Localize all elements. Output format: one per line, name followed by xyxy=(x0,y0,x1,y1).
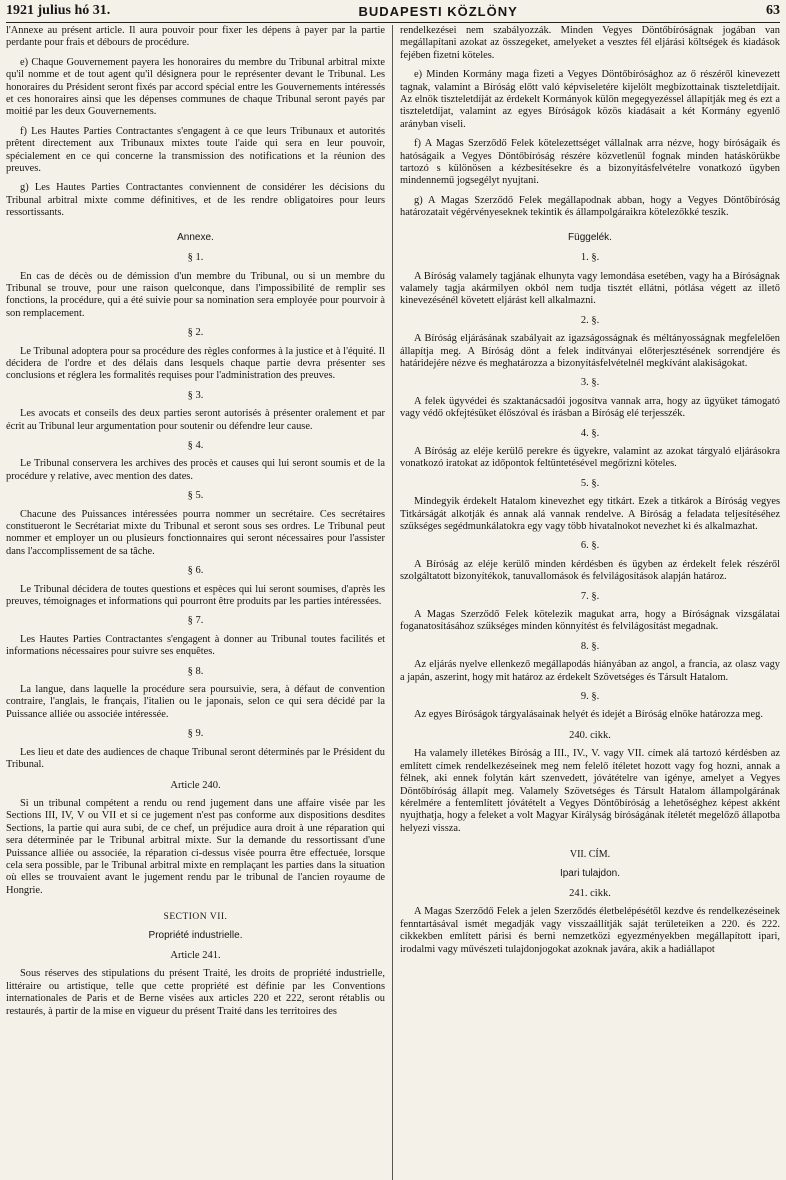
annex-text-4: A Bíróság az eléje kerülő perekre és ügyekre, valamint az azokat tárgyaló eljárásokra vonatkozó iratokat az időpontok feltüntetésével megőrizni köteles. xyxy=(400,445,780,470)
section-sign-8: 8. §. xyxy=(580,640,600,652)
section-sign-5: § 5. xyxy=(187,490,204,502)
section-sign-5: 5. §. xyxy=(580,477,600,489)
section-title: Propriété industrielle. xyxy=(148,929,243,941)
section-sign-9: § 9. xyxy=(187,728,204,740)
french-column xyxy=(6,25,393,1180)
annex-text-7: Les Hautes Parties Contractantes s'engagent à donner au Tribunal toutes facilités et informations nécessaires pour suivre ses enquêtes. xyxy=(6,633,385,658)
paragraph-g: g) Les Hautes Parties Contractantes conviennent de considérer les décisions du Tribunal arbitral mixte comme définitives, et de les rendre obligatoires pour leurs ressortissants. xyxy=(6,182,385,219)
section-sign-1: 1. §. xyxy=(580,252,600,264)
section-sign-8: § 8. xyxy=(187,665,204,677)
annex-text-7: A Magas Szerződő Felek kötelezik magukat arra, hogy a Bíróságnak vizsgálatai foganatosításához szükséges minden könnyítést és felvilágosítást megadnak. xyxy=(400,609,780,633)
annex-text-1: En cas de décès ou de démission d'un membre du Tribunal, ou si un membre du Tribunal se trouve, pour une raison quelconque, dans l'impossibilité de remplir ses fonctions, la procédure, qui a été suivie pour sa nomination sera employée pour pourvoir à son remplacement. xyxy=(6,270,385,319)
section-sign-2: 2. §. xyxy=(580,314,600,326)
annex-text-4: Le Tribunal conservera les archives des procès et causes qui lui seront soumis et de la procédure y relative, avec mention des dates. xyxy=(6,458,385,482)
annex-text-2: A Bíróság eljárásának szabályait az igazságosságnak és méltányosságnak megfelelően állapítja meg. A Bíróság dönt a felek indítványai előterjesztésének sorrendjére és határidejére nézve és meghatározza a bizonyításfelvételnél megkívánt alakiságokat. xyxy=(400,333,780,369)
article-241-heading: 241. cikk. xyxy=(569,887,611,899)
paragraph-g: g) A Magas Szerződő Felek megállapodnak abban, hogy a Vegyes Döntőbíróság határozatait végérvényeseknek tekintik és állampolgáraikra kötelezőkké teszik. xyxy=(400,194,780,219)
paragraph-e: e) Chaque Gouvernement payera les honoraires du membre du Tribunal arbitral mixte qu'il nomme et de tout agent qu'il désignera pour le représenter devant le Tribunal. Les honoraires du Président seront fixés par accord spécial entre les Gouvernements intéressés et ces honoraires ainsi que les dépenses communes de chaque Tribunal seront payés par moitié par les deux Gouvernements. xyxy=(6,56,385,118)
paragraph: rendelkezései nem szabályozzák. Minden Vegyes Döntőbíróságnak jogában van megállapítani azokat az összegeket, amelyeket a vesztes fél eljárási költségek és kiadások fejében fizetni köteles. xyxy=(400,25,780,61)
header-date: 1921 julius hó 31. xyxy=(6,3,111,18)
article-240-heading: 240. cikk. xyxy=(569,729,611,741)
article-241-heading: Article 241. xyxy=(170,949,221,961)
annex-heading: Annexe. xyxy=(177,231,214,243)
section-sign-4: 4. §. xyxy=(580,427,600,439)
section-sign-1: § 1. xyxy=(187,252,204,264)
annex-text-9: Az egyes Bíróságok tárgyalásainak helyét és idejét a Bíróság elnöke határozza meg. xyxy=(414,709,763,721)
article-241-text: A Magas Szerződő Felek a jelen Szerződés életbelépésétől kezdve és rendelkezéseinek fenntartásával ismét megadják vagy visszaállítják saját területeiken a 220. és 222. cikkekben említett párisi és berni nemzetközi egyezményekben megállapított ipari, irodalmi vagy művészeti tulajdonjogokat azoknak javára, akik a hadiállapot xyxy=(400,906,780,955)
paragraph: l'Annexe au présent article. Il aura pouvoir pour fixer les dépens à payer par la partie perdante pour frais et débours de procédure. xyxy=(6,25,385,49)
section-heading: SECTION VII. xyxy=(163,912,228,923)
annex-text-9: Les lieu et date des audiences de chaque Tribunal seront déterminés par le Président du Tribunal. xyxy=(6,746,385,771)
section-sign-6: 6. §. xyxy=(580,540,600,552)
hungarian-column xyxy=(393,25,780,1180)
header-journal-title: BUDAPESTI KÖZLÖNY xyxy=(358,3,518,19)
section-sign-3: 3. §. xyxy=(580,377,600,389)
section-sign-7: § 7. xyxy=(187,615,204,627)
annex-text-6: Le Tribunal décidera de toutes questions et espèces qui lui seront soumises, d'après les preuves, témoignages et informations qui pourront être produits par les parties intéressées. xyxy=(6,583,385,608)
annex-text-5: Chacune des Puissances intéressées pourra nommer un secrétaire. Ces secrétaires constitueront le Secrétariat mixte du Tribunal et seront sous ses ordres. Le Tribunal peut nommer et employer un ou plusieurs fonctionnaires qui seront nécessaires pour l'assister dans l'accomplissement de sa tâche. xyxy=(6,508,385,557)
page-header xyxy=(6,0,780,23)
section-sign-6: § 6. xyxy=(187,565,204,577)
annex-text-8: La langue, dans laquelle la procédure sera poursuivie, sera, à défaut de convention contraire, l'anglais, le français, l'italien ou le japonais, selon ce qui sera décidé par la Puissance alliée ou associée intéressée. xyxy=(6,684,385,720)
annex-text-5: Mindegyik érdekelt Hatalom kinevezhet egy titkárt. Ezek a titkárok a Bíróság vegyes Titkárságát alkotják és annak alá vannak rendelve. A Bíróság a feladata teljesítéséhez szükséges segédmunkálatokra egy vagy több hivatalnokot nevezhet ki és alkalmazhat. xyxy=(400,496,780,532)
section-sign-4: § 4. xyxy=(187,439,204,451)
annex-text-3: A felek ügyvédei és szaktanácsadói jogosítva vannak arra, hogy az ügyüket támogató vagy védő okfejtésüket élőszóval és írásban a Bíróság elé terjesszék. xyxy=(400,395,780,420)
section-sign-7: 7. §. xyxy=(580,590,600,602)
annex-text-6: A Bíróság az eléje kerülő minden kérdésben és ügyben az érdekelt felek részéről szolgáltatott bizonyítékok, tanuvallomások és felvilágosítások alapján határoz. xyxy=(400,558,780,583)
annex-text-2: Le Tribunal adoptera pour sa procédure des règles conformes à la justice et à l'équité. Il décidera de l'ordre et des délais dans lesquels chaque partie devra présenter ses conclusions et réglera les formalités requises pour l'administration des preuves. xyxy=(6,345,385,382)
annex-text-8: Az eljárás nyelve ellenkező megállapodás hiányában az angol, a francia, az olasz vagy a japán, aszerint, hogy mit határoz az érdekelt Szövetséges és Társult Hatalom. xyxy=(400,659,780,683)
article-240-text: Si un tribunal compétent a rendu ou rend jugement dans une affaire visée par les Sections III, IV, V ou VII et si ce jugement n'est pas conforme aux dispositions desdites Sections, la partie qui aura subi, de ce chef, un préjudice aura droit à une réparation qui sera déterminée par le Tribunal arbitral mixte. Sur la demande du ressortissant d'une Puissance alliée ou associée, la réparation ci-dessus visée pourra être effectuée, lorsque cela sera possible, par le Tribunal arbitral mixte en remplaçant les parties dans la situation où elles se trouvaient avant le jugement rendu par le tribunal de l'ancien royaume de Hongrie. xyxy=(6,797,385,896)
article-240-heading: Article 240. xyxy=(170,779,221,791)
annex-text-1: A Bíróság valamely tagjának elhunyta vagy lemondása esetében, vagy ha a Bíróságnak valamely tagja akármilyen okból nem tudja tisztét ellátni, pótlása végett az illető kinevezésénél követett eljárást kell alkalmazni. xyxy=(400,270,780,307)
annex-heading: Függelék. xyxy=(568,231,612,243)
article-241-text: Sous réserves des stipulations du présent Traité, les droits de propriété industrielle, littéraire ou artistique, telle que cette propriété est définie par les Conventions internationales de Paris et de Berne visées aux articles 220 et 222, seront rétablis ou restaurés, à partir de la mise en vigueur du présent Traité dans les territoires des xyxy=(6,968,385,1017)
paragraph-f: f) A Magas Szerződő Felek kötelezettséget vállalnak arra nézve, hogy bíróságaik és hatóságaik a Vegyes Döntőbíróság részére közvetlenül fognak minden hatáskörükbe tartozó s különösen a kézbesítésekre és a bizonyításfelvételre vonatkozó ügyben mindennemű jogsegélyt nyujtani. xyxy=(400,138,780,187)
two-column-body xyxy=(6,25,780,1180)
section-title: Ipari tulajdon. xyxy=(559,867,621,879)
section-sign-3: § 3. xyxy=(187,389,204,401)
article-240-text: Ha valamely illetékes Bíróság a III., IV., V. vagy VII. címek alá tartozó kérdésben az említett címek rendelkezéseinek meg nem felelő ítéletet hozott vagy fog hozni, annak a félnek, aki ennek folytán kárt szenvedett, jóvátételre van igénye, amelyet a Vegyes Döntőbíróság állapít meg. Valamely Szövetséges és Társult Hatalom állampolgárának kérelmére a fentemlített jóvátételt a Vegyes Döntőbíróság a lehetőséghez képest akként nyujthatja, hogy a feleket a volt Magyar Királyság bíróságának ítéletét megelőző állapotba helyezi vissza. xyxy=(400,748,780,834)
section-sign-2: § 2. xyxy=(187,327,204,339)
annex-text-3: Les avocats et conseils des deux parties seront autorisés à présenter oralement et par écrit au Tribunal leur argumentation pour soutenir ou défendre leur cause. xyxy=(6,408,385,432)
paragraph-e: e) Minden Kormány maga fizeti a Vegyes Döntőbírósághoz az ő részéről kinevezett tagnak, valamint a Bíróság előtt való képviseletére kijelölt megbízottainak tiszteletdíjait. Az elnök tiszteletdíját az érdekelt Kormányok külön megegyezéssel állapítják meg és ezt a tiszteletdíjat, valamint az egyes Bíróságok közös kiadásait a két Kormány egyenlő arányban viseli. xyxy=(400,69,780,130)
header-page-number: 63 xyxy=(765,3,780,18)
section-sign-9: 9. §. xyxy=(580,691,600,703)
section-heading: VII. CÍM. xyxy=(569,849,611,861)
paragraph-f: f) Les Hautes Parties Contractantes s'engagent à ce que leurs Tribunaux et autorités prêtent directement aux Tribunaux mixtes toute l'aide qui sera en leur pouvoir, spécialement en ce qui concerne la transmission des notifications et la réunion des preuves. xyxy=(6,125,385,175)
